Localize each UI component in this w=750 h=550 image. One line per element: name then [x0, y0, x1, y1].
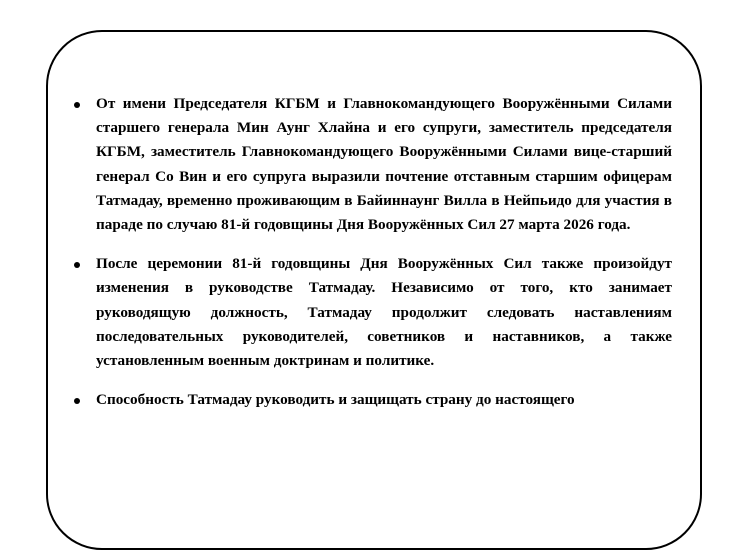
list-item: [72, 388, 672, 412]
bullet-dot-icon: [74, 262, 80, 268]
bullet-text: От имени Председателя КГБМ и Главнокомандующего Вооружёнными Силами старшего генерала Мин Аунг Хлайна и его супруги, заместитель председателя КГБМ, заместитель Главнокомандующего Вооружёнными Силами вице-старший генерал Со Вин и его супруга выразили почтение отставным старшим офицерам Татмадау, временно проживающим в Байиннаунг Вилла в Нейпьидо для участия в параде по случаю 81-й годовщины Дня Вооружённых Сил 27 марта 2026 года.: [96, 95, 672, 234]
bullet-text: После церемонии 81-й годовщины Дня Вооружённых Сил также произойдут изменения в руководстве Татмадау. Независимо от того, кто занимает руководящую должность, Татмадау продолжит следовать наставлениям последовательных руководителей, советников и наставников, а также установленным военным доктринам и политике.: [96, 255, 672, 370]
bullet-dot-icon: [74, 102, 80, 108]
list-item: [72, 252, 672, 373]
bullet-list: [72, 92, 672, 427]
bullet-text: Способность Татмадау руководить и защищать страну до настоящего: [96, 391, 575, 409]
list-item: [72, 92, 672, 237]
bullet-dot-icon: [74, 398, 80, 404]
